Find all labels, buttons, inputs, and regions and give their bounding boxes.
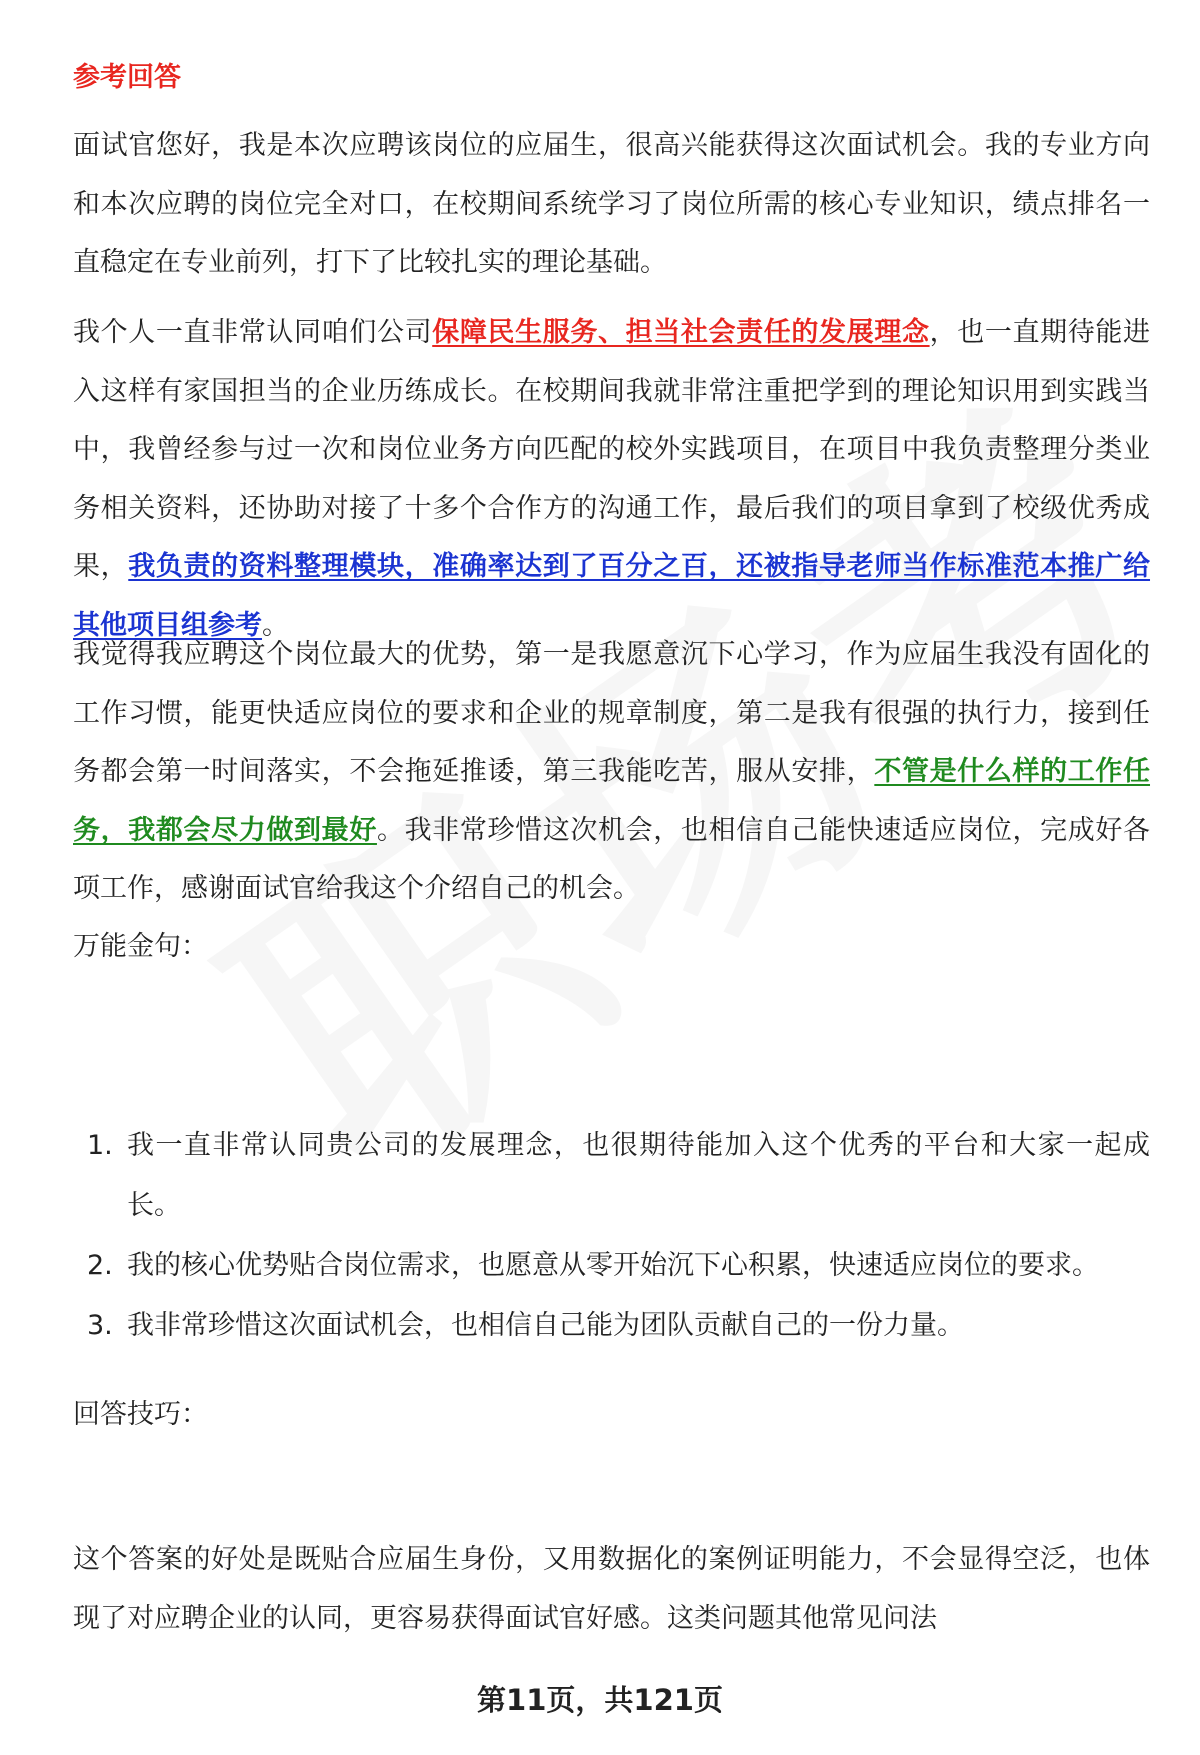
list-item bbox=[73, 1116, 1150, 1236]
list-item-number: 3. bbox=[87, 1310, 113, 1341]
list-item-number: 1. bbox=[87, 1130, 113, 1161]
list-item bbox=[73, 1236, 1150, 1296]
motivation-text-a: 我个人一直非常认同咱们公司 bbox=[73, 317, 433, 348]
strengths-paragraph bbox=[73, 626, 1150, 919]
highlight-achievement: 我负责的资料整理模块，准确率达到了百分之百，还被指导老师当作标准范本推广给其他项目组参考 bbox=[73, 551, 1151, 641]
list-item-text: 我一直非常认同贵公司的发展理念，也很期待能加入这个优秀的平台和大家一起成长。 bbox=[127, 1130, 1150, 1221]
tips-paragraph: 这个答案的好处是既贴合应届生身份，又用数据化的案例证明能力，不会显得空泛，也体现了对应聘企业的认同，更容易获得面试官好感。这类问题其他常见问法 bbox=[73, 1544, 1150, 1634]
section-heading: 参考回答 bbox=[73, 62, 181, 93]
motivation-paragraph bbox=[73, 304, 1150, 656]
motivation-text-b: ，也一直期待能进入这样有家国担当的企业历练成长。在校期间我就非常注重把学到的理论知识用到实践当中，我曾经参与过一次和岗位业务方向匹配的校外实践项目，在项目中我负责整理分类业务相关资料，还协助对接了十多个合作方的沟通工作，最后我们的项目拿到了校级优秀成果， bbox=[73, 317, 1151, 583]
highlight-company-philosophy: 保障民生服务、担当社会责任的发展理念 bbox=[432, 317, 930, 348]
page-number: 第11页，共121页 bbox=[477, 1683, 723, 1717]
list-item bbox=[73, 1296, 1150, 1356]
answer-tips-label: 回答技巧： bbox=[73, 1399, 208, 1430]
strengths-text-b: 。我非常珍惜这次机会，也相信自己能快速适应岗位，完成好各项工作，感谢面试官给我这个介绍自己的机会。 bbox=[73, 814, 1151, 905]
list-item-text: 我非常珍惜这次面试机会，也相信自己能为团队贡献自己的一份力量。 bbox=[127, 1310, 964, 1341]
strengths-text-a: 我觉得我应聘这个岗位最大的优势，第一是我愿意沉下心学习，作为应届生我没有固化的工作习惯，能更快适应岗位的要求和企业的规章制度，第二是我有很强的执行力，接到任务都会第一时间落实，不会拖延推诿，第三我能吃苦，服从安排， bbox=[73, 639, 1150, 788]
highlight-commitment: 不管是什么样的工作任务，我都会尽力做到最好 bbox=[73, 756, 1151, 846]
golden-sentences-label: 万能金句： bbox=[73, 931, 208, 962]
motivation-text-c: 。 bbox=[262, 609, 289, 641]
golden-sentences-list bbox=[73, 1116, 1150, 1356]
list-item-number: 2. bbox=[87, 1250, 113, 1281]
intro-paragraph: 面试官您好，我是本次应聘该岗位的应届生，很高兴能获得这次面试机会。我的专业方向和本次应聘的岗位完全对口，在校期间系统学习了岗位所需的核心专业知识，绩点排名一直稳定在专业前列，打下了比较扎实的理论基础。 bbox=[73, 130, 1150, 279]
list-item-text: 我的核心优势贴合岗位需求，也愿意从零开始沉下心积累，快速适应岗位的要求。 bbox=[127, 1250, 1099, 1281]
